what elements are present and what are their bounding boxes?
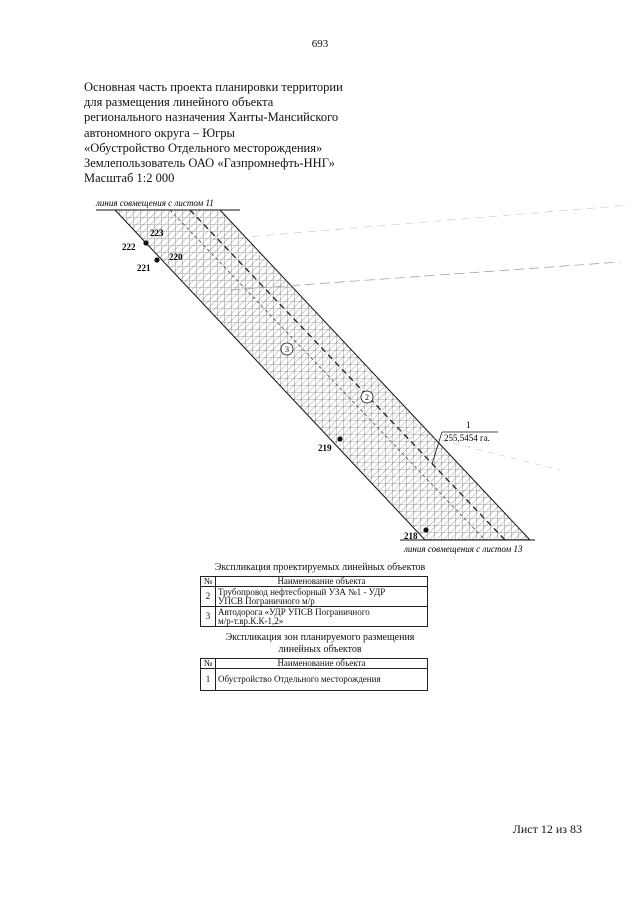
row-number: 3 bbox=[201, 607, 216, 627]
row-number: 1 bbox=[201, 669, 216, 691]
boundary-point-219 bbox=[337, 436, 342, 441]
header-line: для размещения линейного объекта bbox=[84, 95, 274, 110]
row-name bbox=[216, 607, 428, 627]
row-number: 2 bbox=[201, 587, 216, 607]
point-label-218: 218 bbox=[404, 531, 418, 541]
header-line: «Обустройство Отдельного месторождения» bbox=[84, 140, 323, 155]
callout-number: 1 bbox=[466, 420, 471, 430]
table2-caption-line: Экспликация зон планируемого размещения bbox=[225, 632, 415, 643]
row-name-line: Трубопровод нефтесборный УЗА №1 - УДР bbox=[218, 586, 386, 597]
table1-caption: Экспликация проектируемых линейных объектов bbox=[214, 562, 426, 573]
row-name bbox=[216, 587, 428, 607]
table-row bbox=[201, 669, 428, 691]
match-line-bottom-label: линия совмещения с листом 13 bbox=[404, 544, 523, 554]
header-line: регионального назначения Ханты-Мансийского bbox=[84, 110, 339, 125]
table-row bbox=[201, 607, 428, 627]
header-line: автономного округа – Югры bbox=[84, 125, 235, 140]
table2-caption bbox=[200, 632, 440, 656]
callout-area: 255,5454 га. bbox=[444, 433, 490, 443]
row-name-line: УПСВ Пограничного м/р bbox=[218, 595, 315, 606]
boundary-point-223 bbox=[143, 240, 148, 245]
column-header-number: № bbox=[201, 659, 216, 669]
page-number: 693 bbox=[311, 38, 329, 50]
column-header-number: № bbox=[201, 577, 216, 587]
boundary-point-220 bbox=[154, 257, 159, 262]
table-header-row bbox=[201, 659, 428, 669]
point-label-221: 221 bbox=[137, 263, 151, 273]
match-line-top-label: линия совмещения с листом 11 bbox=[96, 198, 214, 208]
table2-caption-line: линейных объектов bbox=[278, 644, 362, 655]
row-name-line: Автодорога «УДР УПСВ Пограничного bbox=[218, 606, 370, 617]
zone-marker-2-label: 2 bbox=[365, 393, 369, 402]
boundary-point-218 bbox=[423, 527, 428, 532]
row-name: Обустройство Отдельного месторождения bbox=[216, 669, 428, 691]
zone-marker-3-label: 3 bbox=[285, 345, 289, 354]
point-label-222: 222 bbox=[122, 242, 136, 252]
table-header-row bbox=[201, 577, 428, 587]
column-header-name: Наименование объекта bbox=[216, 659, 428, 669]
header-line: Землепользователь ОАО «Газпромнефть-ННГ» bbox=[84, 156, 335, 171]
column-header-name: Наименование объекта bbox=[216, 577, 428, 587]
point-label-219: 219 bbox=[318, 443, 332, 453]
sheet-number: Лист 12 из 83 bbox=[512, 822, 582, 836]
row-name-line: м/р-т.вр.К.К-1,2» bbox=[218, 615, 284, 626]
point-label-220: 220 bbox=[169, 252, 183, 262]
table-row bbox=[201, 587, 428, 607]
zones-table bbox=[200, 658, 428, 691]
background-line bbox=[210, 205, 630, 240]
header-line: Масштаб 1:2 000 bbox=[84, 171, 175, 186]
point-label-223: 223 bbox=[150, 228, 164, 238]
linear-objects-table bbox=[200, 576, 428, 627]
header-line: Основная часть проекта планировки территории bbox=[84, 80, 343, 94]
